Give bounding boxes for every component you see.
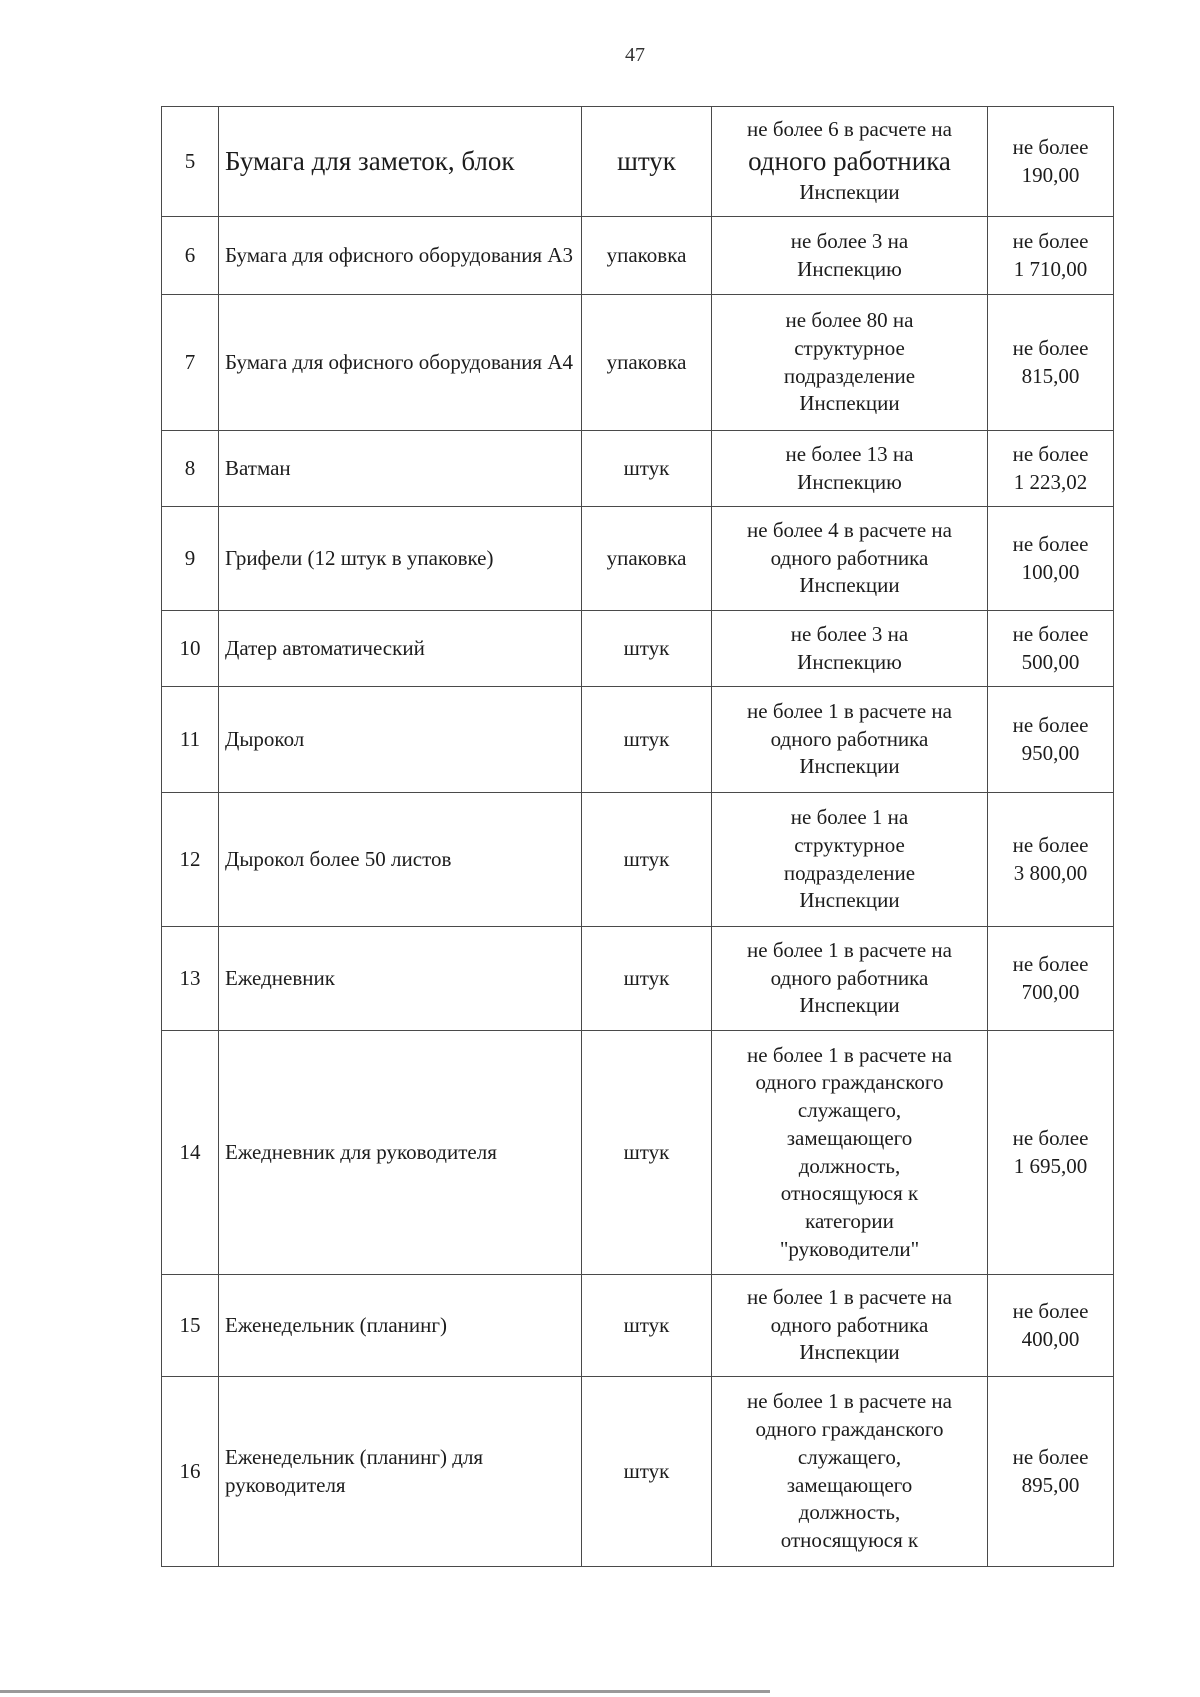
price-limit [988, 1275, 1114, 1377]
quantity-line: Инспекции [799, 888, 900, 913]
price-value: 700,00 [1021, 979, 1080, 1004]
scan-edge-line [0, 1690, 770, 1693]
price-limit [988, 217, 1114, 295]
row-number: 12 [162, 793, 219, 927]
quantity-norm [712, 611, 988, 687]
price-label: не более [1012, 1298, 1089, 1323]
quantity-line: категории [805, 1208, 894, 1233]
quantity-line: не более 13 на [785, 441, 914, 466]
row-number: 16 [162, 1377, 219, 1567]
quantity-norm [712, 687, 988, 793]
row-number: 5 [162, 107, 219, 217]
quantity-line: не более 1 на [790, 805, 909, 830]
price-label: не более [1012, 1444, 1089, 1469]
price-label: не более [1012, 228, 1089, 253]
quantity-line: замещающего [786, 1125, 913, 1150]
unit-of-measure: штук [582, 1377, 712, 1567]
price-limit [988, 295, 1114, 431]
price-limit [988, 1377, 1114, 1567]
quantity-line: служащего, [797, 1098, 902, 1123]
quantity-line: не более 3 на [790, 621, 909, 646]
row-number: 11 [162, 687, 219, 793]
quantity-line: Инспекцию [797, 256, 902, 281]
quantity-line: не более 80 на [785, 308, 914, 333]
table-row [162, 611, 1114, 687]
unit-of-measure: штук [582, 927, 712, 1031]
quantity-line: не более 1 в расчете на [747, 1284, 952, 1309]
quantity-line: замещающего [786, 1472, 913, 1497]
norms-table [161, 106, 1114, 1567]
row-number: 8 [162, 431, 219, 507]
quantity-norm [712, 1031, 988, 1275]
quantity-line: Инспекции [799, 573, 900, 598]
table-row [162, 1275, 1114, 1377]
quantity-line: одного работника [770, 726, 929, 751]
quantity-line: не более 4 в расчете на [747, 517, 952, 542]
quantity-line: служащего, [797, 1444, 902, 1469]
quantity-line: относящуюся к [780, 1527, 919, 1552]
price-label: не более [1012, 712, 1089, 737]
row-number: 15 [162, 1275, 219, 1377]
unit-of-measure: упаковка [582, 295, 712, 431]
item-name: Дырокол [219, 687, 582, 793]
quantity-line: Инспекцию [797, 469, 902, 494]
row-number: 7 [162, 295, 219, 431]
quantity-line: не более 6 в расчете на [747, 116, 952, 141]
price-value: 400,00 [1021, 1326, 1080, 1351]
quantity-line: не более 1 в расчете на [747, 1389, 952, 1414]
item-name: Ежедневник [219, 927, 582, 1031]
price-value: 500,00 [1021, 649, 1080, 674]
price-label: не более [1012, 951, 1089, 976]
unit-of-measure: упаковка [582, 507, 712, 611]
item-name: Грифели (12 штук в упаковке) [219, 507, 582, 611]
table-row [162, 793, 1114, 927]
row-number: 14 [162, 1031, 219, 1275]
quantity-line: "руководители" [779, 1236, 920, 1261]
quantity-line: Инспекции [799, 180, 900, 205]
table-row [162, 507, 1114, 611]
quantity-line: подразделение [783, 860, 916, 885]
quantity-line: Инспекции [799, 1340, 900, 1365]
quantity-line: относящуюся к [780, 1181, 919, 1206]
quantity-line: одного работника [748, 145, 951, 176]
quantity-line: Инспекцию [797, 649, 902, 674]
table-row [162, 217, 1114, 295]
quantity-line: Инспекции [799, 391, 900, 416]
table-row [162, 927, 1114, 1031]
item-name: Еженедельник (планинг) [219, 1275, 582, 1377]
quantity-norm [712, 1377, 988, 1567]
unit-of-measure: штук [582, 793, 712, 927]
page-number: 47 [625, 44, 645, 66]
item-name: Ежедневник для руководителя [219, 1031, 582, 1275]
price-limit [988, 793, 1114, 927]
quantity-norm [712, 1275, 988, 1377]
unit-of-measure: штук [582, 1275, 712, 1377]
quantity-line: одного работника [770, 1312, 929, 1337]
quantity-line: не более 1 в расчете на [747, 937, 952, 962]
price-value: 1 710,00 [1013, 256, 1088, 281]
price-label: не более [1012, 621, 1089, 646]
price-value: 1 223,02 [1013, 469, 1088, 494]
price-label: не более [1012, 134, 1089, 159]
item-name: Бумага для офисного оборудования А4 [219, 295, 582, 431]
quantity-line: одного гражданского [755, 1417, 944, 1442]
price-limit [988, 431, 1114, 507]
item-name: Бумага для заметок, блок [219, 107, 582, 217]
unit-of-measure: штук [582, 611, 712, 687]
quantity-line: должность, [798, 1500, 901, 1525]
quantity-line: Инспекции [799, 754, 900, 779]
price-limit [988, 927, 1114, 1031]
price-label: не более [1012, 441, 1089, 466]
table-row [162, 1377, 1114, 1567]
price-limit [988, 507, 1114, 611]
quantity-line: структурное [794, 832, 905, 857]
item-name: Еженедельник (планинг) для руководителя [219, 1377, 582, 1567]
price-value: 1 695,00 [1013, 1153, 1088, 1178]
quantity-norm [712, 295, 988, 431]
price-limit [988, 611, 1114, 687]
quantity-line: одного гражданского [755, 1070, 944, 1095]
price-limit [988, 107, 1114, 217]
unit-of-measure: штук [582, 431, 712, 507]
price-label: не более [1012, 832, 1089, 857]
price-limit [988, 687, 1114, 793]
quantity-norm [712, 927, 988, 1031]
item-name: Дырокол более 50 листов [219, 793, 582, 927]
quantity-line: не более 1 в расчете на [747, 698, 952, 723]
item-name: Ватман [219, 431, 582, 507]
item-name: Датер автоматический [219, 611, 582, 687]
table-row [162, 687, 1114, 793]
quantity-line: должность, [798, 1153, 901, 1178]
price-value: 815,00 [1021, 363, 1080, 388]
unit-of-measure: упаковка [582, 217, 712, 295]
table-row [162, 107, 1114, 217]
price-label: не более [1012, 335, 1089, 360]
table-row [162, 1031, 1114, 1275]
quantity-line: одного работника [770, 965, 929, 990]
price-limit [988, 1031, 1114, 1275]
price-value: 895,00 [1021, 1472, 1080, 1497]
unit-of-measure: штук [582, 107, 712, 217]
price-value: 100,00 [1021, 559, 1080, 584]
row-number: 9 [162, 507, 219, 611]
item-name: Бумага для офисного оборудования А3 [219, 217, 582, 295]
table-row [162, 295, 1114, 431]
quantity-norm [712, 107, 988, 217]
quantity-norm [712, 793, 988, 927]
unit-of-measure: штук [582, 687, 712, 793]
table-row [162, 431, 1114, 507]
row-number: 13 [162, 927, 219, 1031]
price-value: 950,00 [1021, 740, 1080, 765]
quantity-line: не более 3 на [790, 228, 909, 253]
row-number: 10 [162, 611, 219, 687]
quantity-line: одного работника [770, 545, 929, 570]
quantity-norm [712, 507, 988, 611]
quantity-line: не более 1 в расчете на [747, 1042, 952, 1067]
price-label: не более [1012, 1125, 1089, 1150]
quantity-norm [712, 431, 988, 507]
price-value: 190,00 [1021, 162, 1080, 187]
quantity-line: структурное [794, 335, 905, 360]
quantity-norm [712, 217, 988, 295]
quantity-line: подразделение [783, 363, 916, 388]
row-number: 6 [162, 217, 219, 295]
unit-of-measure: штук [582, 1031, 712, 1275]
price-label: не более [1012, 531, 1089, 556]
price-value: 3 800,00 [1013, 860, 1088, 885]
quantity-line: Инспекции [799, 993, 900, 1018]
